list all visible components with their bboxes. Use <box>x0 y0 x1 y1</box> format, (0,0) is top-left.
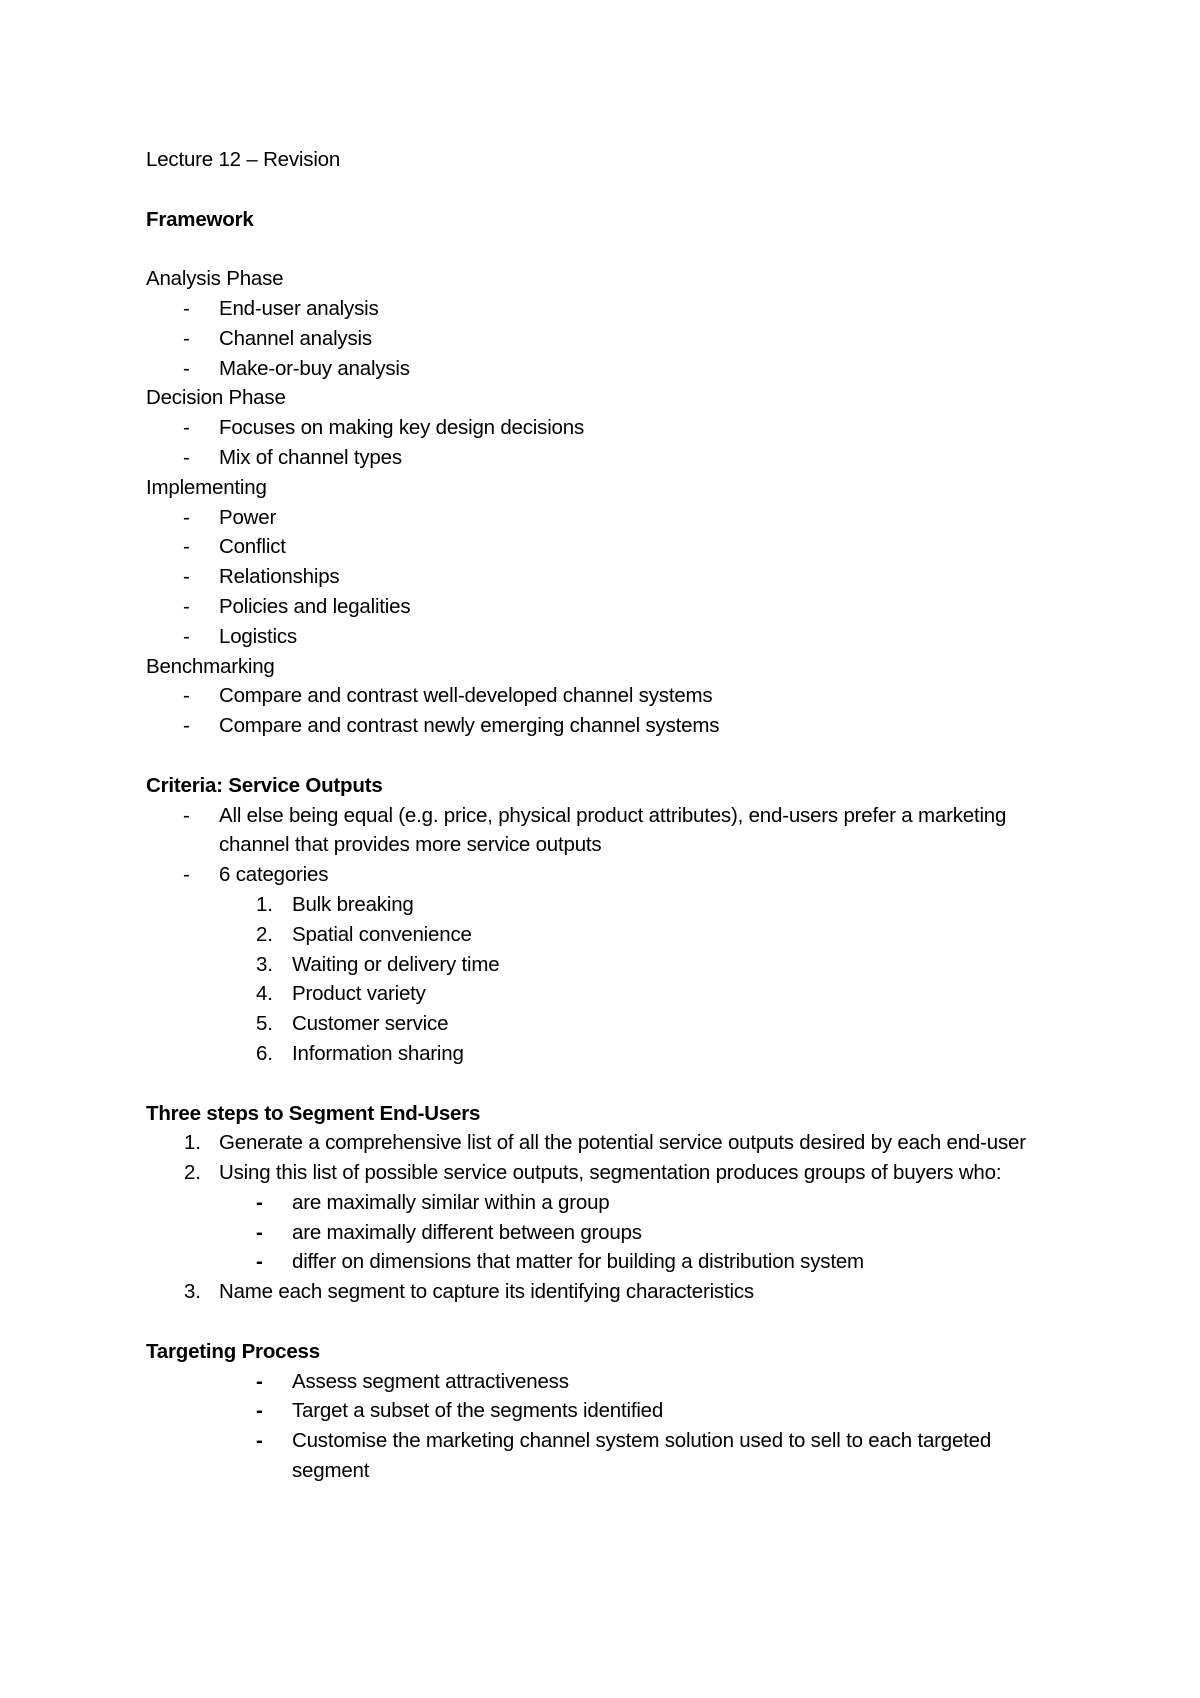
spacer <box>146 1307 1086 1337</box>
list-item: - Logistics <box>146 622 1086 652</box>
dash-marker: - <box>256 1250 263 1274</box>
spacer <box>146 175 1086 205</box>
list-item: - Relationships <box>146 562 1086 592</box>
phase-label: Analysis Phase <box>146 267 284 291</box>
number-marker: 5. <box>256 1012 273 1036</box>
sub-item: - are maximally different between groups <box>146 1218 1086 1248</box>
list-item: - All else being equal (e.g. price, physical product attributes), end-users prefer a marketing channel that provides more service outputs <box>146 801 1039 861</box>
list-item: - Policies and legalities <box>146 592 1086 622</box>
category-item: 1. Bulk breaking <box>146 890 1086 920</box>
list-item: - Focuses on making key design decisions <box>146 413 1086 443</box>
list-item: - Power <box>146 503 1086 533</box>
dash-marker: - <box>183 416 190 440</box>
list-item: - Channel analysis <box>146 324 1086 354</box>
dash-marker: - <box>256 1399 263 1423</box>
dash-marker: - <box>256 1429 263 1453</box>
dash-marker: - <box>183 565 190 589</box>
dash-marker: - <box>183 356 190 380</box>
category-item: 5. Customer service <box>146 1009 1086 1039</box>
dash-marker: - <box>256 1190 263 1214</box>
dash-marker: - <box>183 803 190 827</box>
framework-heading: Framework <box>146 207 254 231</box>
list-item: - End-user analysis <box>146 294 1086 324</box>
category-item: 3. Waiting or delivery time <box>146 950 1086 980</box>
list-item: - Compare and contrast newly emerging channel systems <box>146 711 1086 741</box>
list-item: - Compare and contrast well-developed channel systems <box>146 681 1086 711</box>
segment-heading: Three steps to Segment End-Users <box>146 1101 481 1125</box>
list-item: - 6 categories <box>146 860 1086 890</box>
number-marker: 3. <box>256 952 273 976</box>
document-title: Lecture 12 – Revision <box>146 148 341 171</box>
dash-marker: - <box>183 296 190 320</box>
number-marker: 2. <box>184 1161 201 1185</box>
dash-marker: - <box>256 1220 263 1244</box>
sub-item: - are maximally similar within a group <box>146 1188 1086 1218</box>
dash-marker: - <box>183 714 190 738</box>
phase-label: Decision Phase <box>146 386 286 410</box>
dash-marker: - <box>256 1369 263 1393</box>
dash-marker: - <box>183 326 190 350</box>
list-item: - Customise the marketing channel system solution used to sell to each targeted segment <box>146 1426 1052 1486</box>
criteria-heading: Criteria: Service Outputs <box>146 773 383 797</box>
phase-label: Benchmarking <box>146 654 275 678</box>
targeting-heading: Targeting Process <box>146 1339 320 1363</box>
list-item: - Make-or-buy analysis <box>146 354 1086 384</box>
number-marker: 6. <box>256 1041 273 1065</box>
number-marker: 1. <box>184 1131 201 1155</box>
dash-marker: - <box>183 863 190 887</box>
step-item: 2. Using this list of possible service outputs, segmentation produces groups of buyers who: <box>146 1158 1059 1188</box>
category-item: 6. Information sharing <box>146 1039 1086 1069</box>
step-item: 3. Name each segment to capture its identifying characteristics <box>146 1277 1086 1307</box>
dash-marker: - <box>183 594 190 618</box>
spacer <box>146 741 1086 771</box>
number-marker: 4. <box>256 982 273 1006</box>
number-marker: 2. <box>256 922 273 946</box>
list-item: - Assess segment attractiveness <box>146 1367 1086 1397</box>
dash-marker: - <box>183 684 190 708</box>
spacer <box>146 1069 1086 1099</box>
step-item: 1. Generate a comprehensive list of all the potential service outputs desired by each end-user <box>146 1128 1039 1158</box>
dash-marker: - <box>183 624 190 648</box>
sub-item: - differ on dimensions that matter for building a distribution system <box>146 1247 1086 1277</box>
dash-marker: - <box>183 445 190 469</box>
category-item: 2. Spatial convenience <box>146 920 1086 950</box>
category-item: 4. Product variety <box>146 979 1086 1009</box>
list-item: - Mix of channel types <box>146 443 1086 473</box>
number-marker: 3. <box>184 1280 201 1304</box>
spacer <box>146 234 1086 264</box>
dash-marker: - <box>183 505 190 529</box>
list-item: - Target a subset of the segments identified <box>146 1396 1086 1426</box>
list-item: - Conflict <box>146 532 1086 562</box>
phase-label: Implementing <box>146 475 267 499</box>
number-marker: 1. <box>256 892 273 916</box>
document-page <box>146 145 1086 1486</box>
dash-marker: - <box>183 535 190 559</box>
